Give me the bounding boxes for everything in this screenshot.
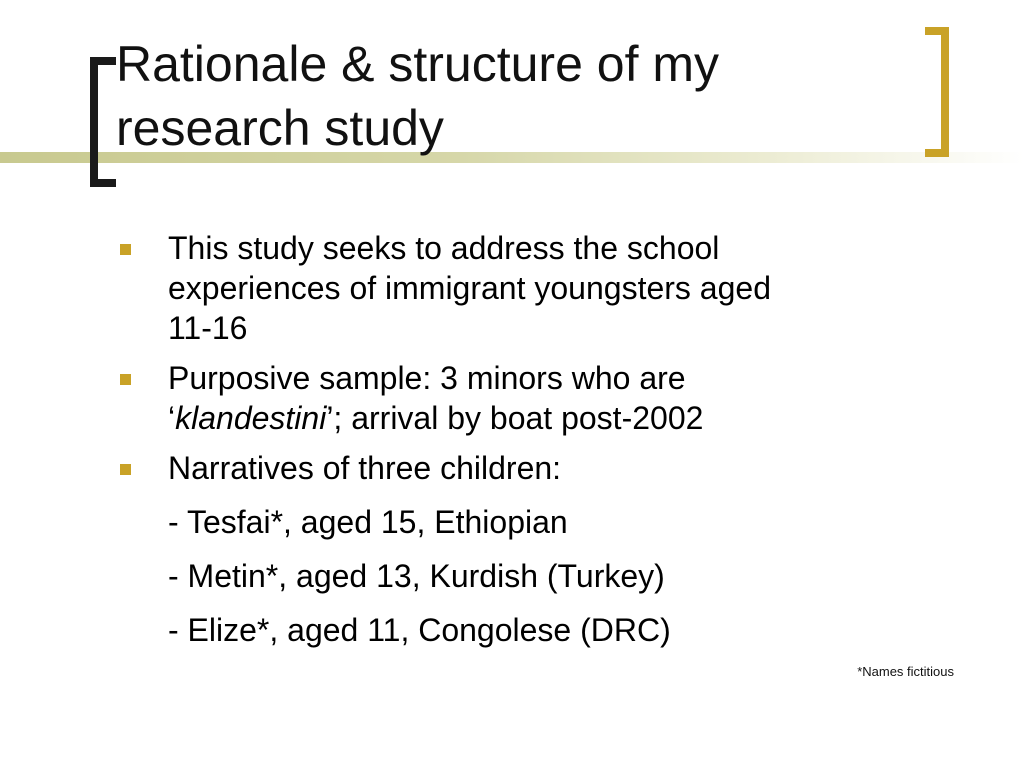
slide-title [116, 32, 916, 160]
slide-body [116, 228, 936, 650]
bullet-narratives [116, 448, 936, 488]
slide-title-line-1: Rationale & structure of my [116, 36, 720, 92]
klandestini-term: klandestini [175, 400, 327, 436]
bullet-text-line: 11-16 [168, 310, 248, 346]
footnote: *Names fictitious [857, 664, 954, 679]
bullet-study-aim [116, 228, 936, 348]
child-entry-metin: - Metin*, aged 13, Kurdish (Turkey) [168, 558, 665, 594]
bullet-text-line: Narratives of three children: [168, 450, 562, 486]
slide-title-line-2: research study [116, 100, 444, 156]
square-bullet-icon [120, 244, 131, 255]
child-entry-elize: - Elize*, aged 11, Congolese (DRC) [168, 612, 671, 648]
bullet-text-line [168, 398, 936, 438]
square-bullet-icon [120, 464, 131, 475]
bullet-text-line: experiences of immigrant youngsters aged [168, 270, 771, 306]
square-bullet-icon [120, 374, 131, 385]
bullet-sample [116, 358, 936, 438]
bullet-text-line: This study seeks to address the school [168, 230, 720, 266]
bullet-text-rest: ’; arrival by boat post-2002 [326, 400, 704, 436]
right-bracket-decoration [925, 27, 949, 157]
child-entry-tesfai: - Tesfai*, aged 15, Ethiopian [168, 504, 568, 540]
bullet-text-line: Purposive sample: 3 minors who are [168, 360, 686, 396]
left-bracket-decoration [90, 57, 116, 187]
open-quote: ‘ [168, 400, 176, 436]
